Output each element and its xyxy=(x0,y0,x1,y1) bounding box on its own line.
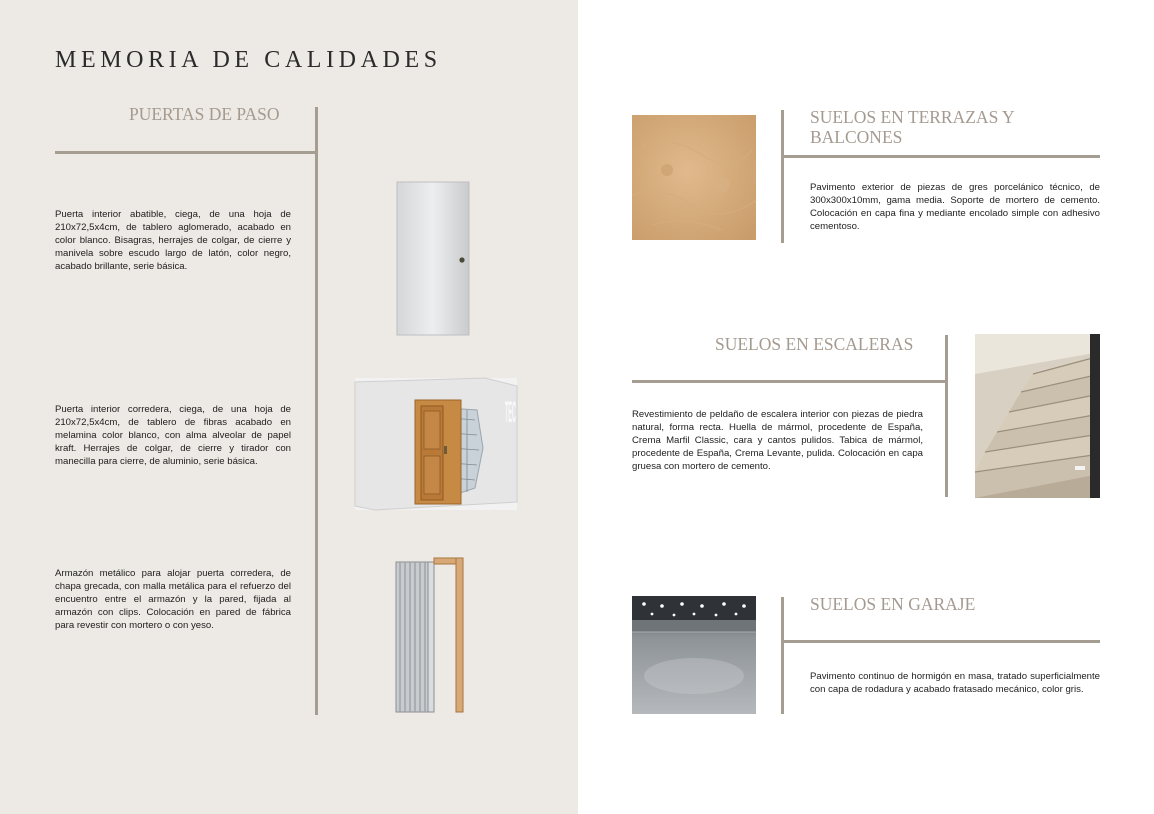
stairs-vertical-rule xyxy=(945,335,948,497)
puertas-vertical-rule xyxy=(315,107,318,715)
stairs-heading: SUELOS EN ESCALERAS xyxy=(715,334,914,354)
swing-door-description: Puerta interior abatible, ciega, de una hoja de 210x72,5x4cm, de tablero aglomerado, acabado en color blanco. Bisagras, herrajes de colgar, de cierre y manivela sobre escudo largo de latón, color negro, acabado brillante, serie básica. xyxy=(55,209,291,272)
page-title: MEMORIA DE CALIDADES xyxy=(55,47,442,73)
swing-door-image xyxy=(396,181,470,336)
puertas-divider xyxy=(55,151,317,154)
terrace-tile-image xyxy=(632,115,756,240)
terrace-vertical-rule xyxy=(781,110,784,243)
metal-frame-image xyxy=(392,556,468,714)
garage-floor-image xyxy=(632,596,756,714)
sliding-door-image xyxy=(355,378,517,510)
terrace-heading-line-2: BALCONES xyxy=(810,127,903,147)
garage-description: Pavimento continuo de hormigón en masa, tratado superficialmente con capa de rodadura y acabado fratasado mecánico, color gris. xyxy=(810,671,1100,695)
garage-divider xyxy=(784,640,1100,643)
stairs-image xyxy=(975,334,1100,498)
sliding-door-description: Puerta interior corredera, ciega, de una hoja de 210x72,5x4cm, de tablero de fibras acabado en melamina color blanco, con alma alveolar de papel kraft. Herrajes de colgar, de cierre y tirador con manecilla para cierre, de aluminio, serie básica. xyxy=(55,404,291,467)
garage-vertical-rule xyxy=(781,597,784,714)
terrace-description: Pavimento exterior de piezas de gres porcelánico técnico, de 300x300x10mm, gama media. Soporte de mortero de cemento. Colocación en capa fina y mediante encolado simple con adhesivo cementoso. xyxy=(810,182,1100,232)
stairs-divider xyxy=(632,380,948,383)
stairs-description: Revestimiento de peldaño de escalera interior con piezas de piedra natural, forma recta. Huella de mármol, procedente de España, Crema Marfil Classic, cara y cantos pulidos. Tabica de mármol, procedente de España, Crema Levante, pulida. Colocación en capa gruesa con mortero de cemento. xyxy=(632,409,923,472)
puertas-heading: PUERTAS DE PASO xyxy=(129,104,280,124)
garage-heading: SUELOS EN GARAJE xyxy=(810,594,976,614)
metal-frame-description: Armazón metálico para alojar puerta corredera, de chapa grecada, con malla metálica para el refuerzo del encuentro entre el armazón y la pared, fijada al armazón con clips. Colocación en pared de fábrica para revestir con mortero o con yeso. xyxy=(55,568,291,631)
watermark-text: TEC xyxy=(505,396,516,429)
terrace-heading xyxy=(810,107,1015,147)
terrace-heading-line-1: SUELOS EN TERRAZAS Y xyxy=(810,107,1015,127)
terrace-divider xyxy=(784,155,1100,158)
